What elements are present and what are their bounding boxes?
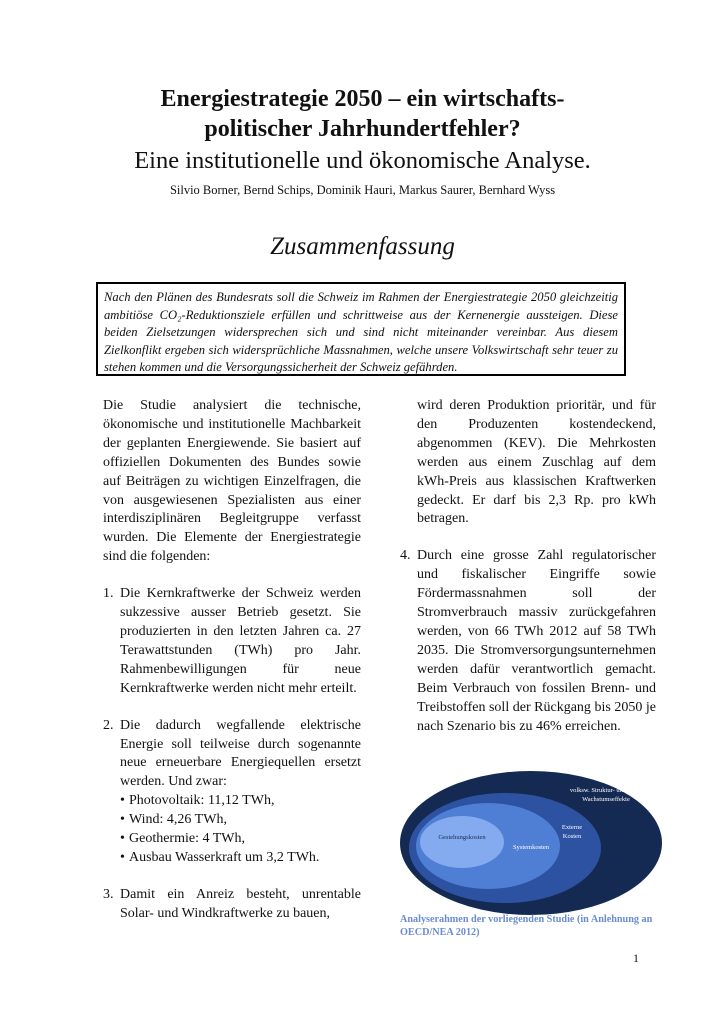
generation-costs-label: Gestehungskosten bbox=[438, 834, 486, 841]
item-number: 4. bbox=[400, 548, 411, 564]
item-text: Damit ein Anreiz besteht, unrentable Solar- und Windkraftwerke zu bauen, bbox=[120, 886, 361, 921]
list-item-4 bbox=[400, 547, 656, 736]
analysis-framework-diagram bbox=[400, 768, 662, 916]
outer-label: Wachstumseffekte bbox=[582, 796, 630, 803]
paper-title bbox=[0, 84, 725, 144]
bullet-item: • Ausbau Wasserkraft um 3,2 TWh. bbox=[120, 849, 361, 868]
figure-caption: Analyserahmen der vorliegenden Studie (in Anlehnung an OECD/NEA 2012) bbox=[400, 914, 653, 938]
title-line-2: politischer Jahrhundertfehler? bbox=[204, 116, 521, 142]
right-column bbox=[400, 397, 656, 754]
energy-source-list bbox=[120, 792, 361, 868]
bullet-item: • Wind: 4,26 TWh, bbox=[120, 811, 361, 830]
list-item-1 bbox=[103, 585, 361, 698]
bullet-item: • Photovoltaik: 11,12 TWh, bbox=[120, 792, 361, 811]
page-number: 1 bbox=[633, 951, 639, 965]
item-text: Durch eine grosse Zahl regulatorischer und fiskalischer Eingriffe sowie Fördermassnahmen soll der Stromverbrauch massiv zurückgefahren werden, von 66 TWh 2012 auf 58 TWh 2035. Die Stromversorgungsunternehmen werden dafür verantwortlich gemacht. Beim Verbrauch von fossilen Brenn- und Treibstoffen soll der Rückgang bis 2050 je nach Szenario bis zu 46% erreichen. bbox=[417, 548, 656, 734]
paper-subtitle: Eine institutionelle und ökonomische Analyse. bbox=[134, 147, 591, 174]
list-item-2 bbox=[103, 717, 361, 868]
item-3-continuation: wird deren Produktion prioritär, und für den Produzenten kostendeckend, abgenommen (KEV). Die Mehrkosten werden aus einem Zuschlag auf dem kWh-Preis aus klassischen Kraftwerken gedeckt. Er darf bis 2,3 Rp. pro kWh betragen. bbox=[417, 398, 656, 527]
generation-costs-ellipse bbox=[420, 816, 504, 868]
outer-label: volksw. Struktur- und bbox=[569, 787, 627, 794]
title-line-1: Energiestrategie 2050 – ein wirtschafts- bbox=[160, 86, 565, 112]
item-text: Die Kernkraftwerke der Schweiz werden sukzessive ausser Betrieb gesetzt. Sie produzierten in den letzten Jahren ca. 27 Terawattstunden (TWh) pro Jahr. Rahmenbewilligungen für neue Kernkraftwerke werden nicht mehr erteilt. bbox=[120, 586, 361, 696]
bullet-item: • Geothermie: 4 TWh, bbox=[120, 830, 361, 849]
summary-box: Nach den Plänen des Bundesrats soll die Schweiz im Rahmen der Energiestrategie 2050 gleichzeitig ambitiöse CO₂-Reduktionsziele erfüllen und schrittweise aus der Kernenergie aussteigen. Diese beiden Zielsetzungen widersprechen sich und sind nicht miteinander vereinbar. Aus diesem Zielkonflikt ergeben sich widersprüchliche Massnahmen, welche unsere Volkswirtschaft sehr teuer zu stehen kommen und die Versorgungssicherheit der Schweiz gefährden. bbox=[96, 282, 626, 376]
item-number: 1. bbox=[103, 586, 114, 602]
item-number: 2. bbox=[103, 717, 114, 733]
external-costs-label: Externe bbox=[561, 824, 583, 831]
author-list: Silvio Borner, Bernd Schips, Dominik Hauri, Markus Saurer, Bernhard Wyss bbox=[169, 183, 556, 197]
item-text: Die dadurch wegfallende elektrische Energie soll teilweise durch sogenannte neue erneuerbare Energiequellen ersetzt werden. Und zwar: bbox=[120, 717, 361, 790]
system-costs-label: Systemkosten bbox=[512, 844, 550, 851]
summary-heading: Zusammenfassung bbox=[270, 233, 455, 260]
list-item-3 bbox=[103, 886, 361, 924]
item-number: 3. bbox=[103, 886, 114, 902]
intro-paragraph: Die Studie analysiert die technische, ökonomische und institutionelle Machbarkeit der geplanten Energiewende. Sie basiert auf offiziellen Dokumenten des Bundes sowie auf Beiträgen zu wichtigen Einzelfragen, die von ausgewiesenen Spezialisten aus einer interdisziplinären Begleitgruppe verfasst wurden. Die Elemente der Energiestrategie sind die folgenden: bbox=[103, 398, 361, 565]
left-column bbox=[103, 397, 361, 942]
external-costs-label: Kosten bbox=[562, 833, 582, 840]
